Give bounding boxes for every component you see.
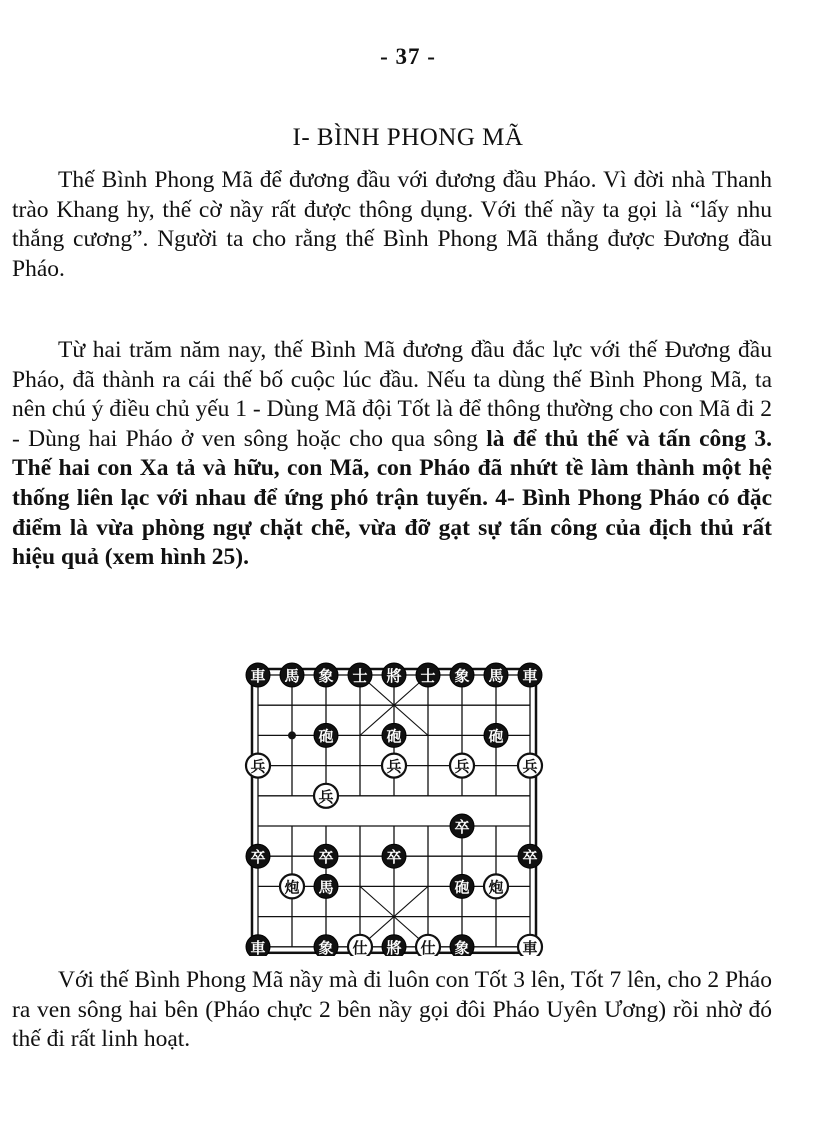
piece-glyph: 馬 [284,667,300,685]
piece-glyph: 卒 [386,848,402,867]
black-piece [450,663,474,687]
black-piece [450,814,474,838]
black-piece [382,844,406,868]
piece-glyph: 車 [522,938,538,956]
red-piece [382,754,406,778]
black-piece [382,663,406,687]
black-piece [348,663,372,687]
black-piece [314,874,338,898]
black-piece [246,663,270,687]
red-piece [416,935,440,956]
red-piece [246,754,270,778]
piece-glyph: 象 [318,938,334,956]
piece-glyph: 炮 [488,878,504,897]
paragraph-intro: Thế Bình Phong Mã để đương đầu với đương đầu Pháo. Vì đời nhà Thanh trào Khang hy, thế cờ nầy rất được thông dụng. Với thế nầy ta gọi là “lấy nhu thắng cương”. Người ta cho rằng thế Bình Phong Mã thắng được Đương đầu Pháo. [12,167,772,282]
piece-glyph: 仕 [420,938,436,956]
paragraph-principles-intro: Từ hai trăm năm nay, thế Bình Mã đương đầu đắc lực với thế Đương đầu Pháo, đã thành ra cái thế bố cuộc lúc đầu. Nếu ta dùng thế Bình Phong Mã, ta nên chú ý điều chủ yếu 1 - Dùng Mã đội Tốt là để thông thường cho con Mã đi 2 - Dùng hai Pháo ở ven sông hoặc cho qua sông [12,337,772,452]
black-piece [450,935,474,956]
black-piece [382,935,406,956]
piece-glyph: 士 [352,667,368,685]
piece-glyph: 卒 [318,848,334,867]
page-number: - 37 - [380,44,436,69]
piece-glyph: 象 [454,667,470,685]
red-piece [314,784,338,808]
piece-glyph: 砲 [386,727,402,746]
black-piece [280,663,304,687]
xiangqi-board [236,656,552,956]
paragraph-principles-bold: là để thủ thế và tấn công 3. Thế hai con Xa tả và hữu, con Mã, con Pháo đã nhứt tề làm thành một hệ thống liên lạc với nhau để ứng phó trận tuyến. 4- Bình Phong Pháo có đặc điểm là vừa phòng ngự chặt chẽ, vừa đỡ gạt sự tấn công của địch thủ rất hiệu quả (xem hình 25). [12,425,772,571]
section-title: I- BÌNH PHONG MÃ [292,124,524,151]
black-piece [518,663,542,687]
black-piece [246,844,270,868]
piece-glyph: 砲 [454,878,470,897]
piece-glyph: 卒 [522,848,538,867]
piece-glyph: 卒 [454,818,470,836]
piece-glyph: 將 [386,667,402,685]
black-piece [314,935,338,956]
piece-glyph: 將 [386,938,402,956]
chess-board-figure [236,656,552,956]
black-piece [382,723,406,747]
piece-glyph: 兵 [522,757,538,776]
red-piece [518,754,542,778]
piece-glyph: 車 [250,667,266,685]
piece-glyph: 卒 [250,848,266,867]
piece-glyph: 砲 [488,727,504,746]
piece-glyph: 兵 [318,787,334,806]
red-piece [484,874,508,898]
black-piece [484,663,508,687]
black-piece [246,935,270,956]
piece-glyph: 兵 [250,757,266,776]
black-piece [450,874,474,898]
black-piece [484,723,508,747]
piece-glyph: 馬 [488,667,504,685]
paragraph-conclusion: Với thế Bình Phong Mã nầy mà đi luôn con Tốt 3 lên, Tốt 7 lên, cho 2 Pháo ra ven sông hai bên (Pháo chực 2 bên nầy gọi đôi Pháo Uyên Ương) rồi nhờ đó thế đi rất linh hoạt. [12,967,772,1053]
piece-glyph: 砲 [318,727,334,746]
piece-glyph: 象 [318,667,334,685]
board-marker [288,731,296,739]
black-piece [314,663,338,687]
red-piece [348,935,372,956]
black-piece [314,844,338,868]
piece-glyph: 車 [250,938,266,956]
black-piece [416,663,440,687]
red-piece [280,874,304,898]
black-piece [518,844,542,868]
red-piece [518,935,542,956]
piece-glyph: 炮 [284,878,300,897]
piece-glyph: 仕 [352,938,368,956]
piece-glyph: 車 [522,667,538,685]
piece-glyph: 兵 [454,757,470,776]
piece-glyph: 象 [454,938,470,956]
piece-glyph: 兵 [386,757,402,776]
piece-glyph: 馬 [318,878,334,897]
red-piece [450,754,474,778]
piece-glyph: 士 [420,667,436,685]
paragraph-principles [12,336,772,573]
black-piece [314,723,338,747]
